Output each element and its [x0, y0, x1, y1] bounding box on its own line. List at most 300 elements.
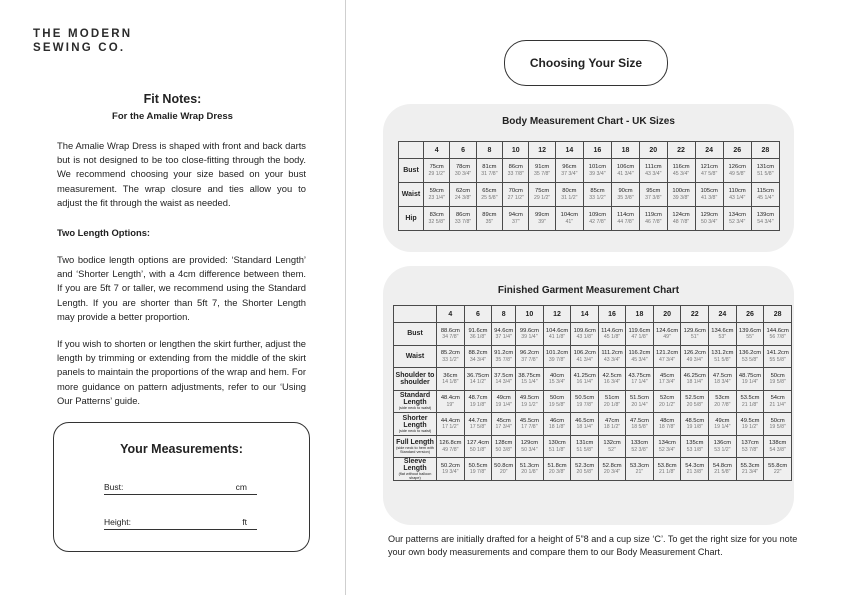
value-cell: [555, 207, 583, 231]
inch-value: 37 7/8": [521, 356, 538, 363]
value-cell: [464, 368, 492, 391]
value-cell: [543, 345, 571, 368]
cm-value: 47.5cm: [629, 417, 649, 424]
size-header-10: 10: [516, 306, 544, 323]
value-cell: [599, 435, 626, 458]
size-header-24: 24: [695, 142, 723, 159]
cm-value: 48.4cm: [440, 395, 460, 401]
inch-value: 54 3/8": [769, 446, 786, 453]
inch-value: 35 7/8": [533, 170, 551, 177]
corner-cell: [394, 306, 437, 323]
brand-line-1: THE MODERN: [33, 28, 133, 40]
inch-value: 53 1/2": [714, 446, 731, 453]
value-cell: [571, 323, 599, 346]
value-cell: [626, 368, 654, 391]
value-cell: [667, 183, 695, 207]
value-cell: [599, 413, 626, 436]
value-cell: [450, 207, 476, 231]
value-cell: [764, 458, 792, 481]
inch-value: 18 3/4": [714, 379, 731, 385]
cm-value: 47.5cm: [712, 372, 732, 379]
finished-garment-title: Finished Garment Measurement Chart: [497, 285, 680, 296]
inch-value: 19 7/8": [576, 401, 593, 408]
inch-value: 47 3/4": [658, 356, 676, 363]
value-cell: [681, 413, 709, 436]
cm-value: 50cm: [549, 395, 565, 401]
value-cell: [529, 207, 555, 231]
value-cell: [723, 183, 751, 207]
value-cell: [736, 390, 764, 413]
value-cell: [437, 345, 465, 368]
height-field-label: Height:: [104, 517, 131, 527]
value-cell: [709, 435, 737, 458]
inch-value: 21 5/8": [714, 469, 731, 476]
inch-value: 50 3/8": [495, 446, 512, 453]
cm-value: 141.2cm: [766, 350, 789, 356]
row-label-text: Shoulder to shoulder: [395, 371, 435, 386]
inch-value: 19 5/8": [769, 379, 786, 385]
inch-value: 19 1/4": [495, 401, 512, 408]
cm-value: 134cm: [728, 212, 746, 219]
value-cell: [653, 435, 681, 458]
value-cell: [571, 390, 599, 413]
row-label-text: Waist: [401, 191, 421, 198]
value-cell: [667, 159, 695, 183]
value-cell: [571, 345, 599, 368]
value-cell: [764, 323, 792, 346]
value-cell: [736, 458, 764, 481]
cm-value: 50cm: [770, 372, 785, 379]
inch-value: 32 5/8": [428, 218, 445, 225]
cm-value: 88.2cm: [468, 350, 488, 356]
finished-garment-table: [393, 305, 792, 481]
inch-value: 20": [499, 469, 508, 476]
cm-value: 38.75cm: [518, 372, 541, 379]
value-cell: [709, 323, 737, 346]
value-cell: [583, 159, 611, 183]
inch-value: 24 3/8": [454, 194, 472, 201]
inch-value: 52 3/8": [631, 446, 648, 453]
inch-value: 34 3/4": [469, 356, 487, 363]
cm-value: 115cm: [756, 188, 774, 195]
cm-value: 86cm: [508, 164, 523, 171]
inch-value: 16 1/4": [576, 379, 593, 385]
bust-measurement-field[interactable]: [104, 480, 257, 495]
value-cell: [492, 413, 516, 436]
value-cell: [424, 159, 450, 183]
cm-value: 52cm: [659, 395, 675, 401]
value-cell: [751, 183, 779, 207]
inch-value: 39 7/8": [548, 356, 566, 363]
cm-value: 124.6cm: [655, 327, 679, 334]
measurement-row: [394, 413, 792, 436]
cm-value: 45cm: [659, 372, 675, 379]
inch-value: 41 1/8": [548, 334, 566, 340]
inch-value: 19 1/8": [686, 424, 703, 430]
cm-value: 135cm: [686, 440, 704, 446]
row-label: [399, 159, 424, 183]
inch-value: 51 5/8": [757, 170, 774, 177]
value-cell: [695, 159, 723, 183]
cm-value: 75cm: [429, 164, 444, 171]
cm-value: 124cm: [672, 212, 690, 219]
value-cell: [464, 345, 492, 368]
value-cell: [709, 458, 737, 481]
cm-value: 45.5cm: [519, 417, 539, 424]
inch-value: 37 1/4": [495, 334, 512, 340]
measurement-row: [394, 345, 792, 368]
cm-value: 99cm: [535, 212, 550, 219]
cm-value: 129.6cm: [683, 327, 706, 334]
cm-value: 78cm: [455, 164, 471, 171]
uk-chart-title: Body Measurement Chart - UK Sizes: [502, 116, 675, 127]
cm-value: 50.2cm: [440, 462, 460, 469]
cm-value: 136.2cm: [738, 350, 762, 356]
row-label-text: Shorter Length: [402, 414, 428, 429]
inch-value: 46 7/8": [645, 218, 662, 225]
cm-value: 44.4cm: [440, 417, 460, 424]
cm-value: 40cm: [549, 372, 565, 379]
inch-value: 31 1/2": [561, 194, 578, 201]
row-label-text: Waist: [405, 352, 425, 360]
bust-field-label: Bust:: [104, 482, 124, 492]
cm-value: 114cm: [617, 212, 635, 219]
value-cell: [611, 183, 639, 207]
size-header-16: 16: [599, 306, 626, 323]
cm-value: 130cm: [548, 440, 566, 446]
size-header-28: 28: [764, 306, 792, 323]
value-cell: [450, 159, 476, 183]
inch-value: 18 7/8": [658, 424, 676, 430]
inch-value: 51 1/8": [548, 446, 566, 453]
inch-value: 18 1/8": [548, 424, 566, 430]
row-label: [399, 183, 424, 207]
inch-value: 39 3/4": [589, 170, 606, 177]
inch-value: 33 7/8": [507, 170, 524, 177]
inch-value: 18 1/2": [603, 424, 621, 430]
cm-value: 111cm: [645, 164, 662, 171]
inch-value: 45 1/8": [603, 334, 621, 340]
inch-value: 21": [635, 469, 644, 476]
value-cell: [709, 413, 737, 436]
measurement-row: [394, 458, 792, 481]
value-cell: [709, 345, 737, 368]
inch-value: 35 3/8": [617, 194, 634, 201]
fit-notes-subtitle: For the Amalie Wrap Dress: [112, 111, 233, 122]
cm-value: 136cm: [713, 440, 732, 446]
cm-value: 126cm: [728, 164, 746, 171]
size-header-row: [399, 142, 780, 159]
value-cell: [736, 368, 764, 391]
value-cell: [437, 390, 465, 413]
cm-value: 129cm: [520, 440, 539, 446]
size-header-26: 26: [736, 306, 764, 323]
row-label: [394, 345, 437, 368]
value-cell: [695, 183, 723, 207]
value-cell: [626, 458, 654, 481]
value-cell: [555, 159, 583, 183]
inch-value: 52 3/4": [729, 218, 746, 225]
value-cell: [543, 458, 571, 481]
value-cell: [667, 207, 695, 231]
row-label-note: (side neck to hem with Standard version): [396, 445, 434, 454]
size-header-14: 14: [571, 306, 599, 323]
value-cell: [640, 207, 667, 231]
inch-value: 20 1/4": [631, 401, 648, 408]
inch-value: 37 3/8": [645, 194, 662, 201]
inch-value: 14 1/8": [442, 379, 459, 385]
value-cell: [626, 345, 654, 368]
inch-value: 20 3/4": [603, 469, 621, 476]
value-cell: [437, 413, 465, 436]
inch-value: 47 5/8": [701, 170, 718, 177]
inch-value: 35 7/8": [495, 356, 512, 363]
cm-value: 119cm: [644, 212, 662, 219]
cm-value: 51.8cm: [547, 462, 567, 469]
cm-value: 106.2cm: [573, 350, 596, 356]
cm-value: 85.2cm: [440, 350, 460, 356]
value-cell: [653, 458, 681, 481]
cm-value: 89cm: [482, 212, 497, 219]
size-header-12: 12: [543, 306, 571, 323]
cm-value: 101cm: [588, 164, 607, 171]
cm-value: 96cm: [562, 164, 577, 171]
value-cell: [424, 207, 450, 231]
your-measurements-title: Your Measurements:: [120, 442, 243, 456]
value-cell: [681, 458, 709, 481]
cm-value: 139cm: [756, 212, 775, 219]
inch-value: 47 1/8": [631, 334, 648, 340]
value-cell: [599, 390, 626, 413]
row-label: [399, 207, 424, 231]
cm-value: 104cm: [560, 212, 579, 219]
inch-value: 54 3/4": [757, 218, 774, 225]
value-cell: [626, 390, 654, 413]
cm-value: 48cm: [659, 417, 675, 424]
value-cell: [736, 435, 764, 458]
inch-value: 20 1/8": [521, 469, 538, 476]
cm-value: 70cm: [508, 188, 523, 195]
cm-value: 52.5cm: [685, 395, 705, 401]
value-cell: [464, 390, 492, 413]
cm-value: 36cm: [443, 372, 458, 379]
cm-value: 134.6cm: [711, 327, 734, 334]
cm-value: 51.3cm: [519, 462, 539, 469]
row-label-text: Hip: [405, 215, 417, 222]
cm-value: 49.5cm: [740, 417, 760, 424]
inch-value: 41 3/8": [701, 194, 718, 201]
cm-value: 91cm: [535, 164, 550, 171]
inch-value: 37": [511, 218, 520, 225]
inch-value: 19 5/8": [769, 424, 786, 430]
value-cell: [681, 368, 709, 391]
value-cell: [464, 413, 492, 436]
value-cell: [516, 345, 544, 368]
inch-value: 42 7/8": [589, 218, 606, 225]
page-divider: [345, 0, 346, 595]
row-label-note: (side neck to waist): [398, 428, 432, 433]
value-cell: [476, 207, 502, 231]
cm-value: 53.3cm: [629, 462, 649, 469]
cm-value: 128cm: [494, 440, 513, 446]
inch-value: 33 7/8": [454, 218, 472, 225]
row-label: [394, 390, 437, 413]
cm-value: 37.5cm: [494, 372, 514, 379]
cm-value: 48.5cm: [685, 417, 705, 424]
cm-value: 50cm: [770, 417, 785, 424]
cm-value: 114.6cm: [601, 327, 623, 334]
inch-value: 56 7/8": [769, 334, 786, 340]
inch-value: 43 3/4": [645, 170, 662, 177]
height-measurement-field[interactable]: [104, 515, 257, 530]
cm-value: 131cm: [575, 440, 594, 446]
value-cell: [736, 323, 764, 346]
size-header-4: 4: [424, 142, 450, 159]
value-cell: [543, 323, 571, 346]
cm-value: 100cm: [672, 188, 690, 195]
inch-value: 27 1/2": [507, 194, 524, 201]
measurement-row: [394, 435, 792, 458]
size-header-10: 10: [503, 142, 529, 159]
cm-value: 116cm: [672, 164, 690, 171]
size-header-22: 22: [681, 306, 709, 323]
value-cell: [681, 345, 709, 368]
inch-value: 19 1/8": [469, 401, 487, 408]
value-cell: [571, 413, 599, 436]
size-header-20: 20: [653, 306, 681, 323]
choosing-your-size-heading: Choosing Your Size: [504, 40, 668, 86]
inch-value: 19 1/2": [741, 424, 759, 430]
cm-value: 88.6cm: [440, 327, 460, 334]
inch-value: 55": [746, 334, 754, 340]
length-options-heading: Two Length Options:: [57, 227, 151, 238]
size-header-26: 26: [723, 142, 751, 159]
value-cell: [709, 368, 737, 391]
inch-value: 53 1/8": [686, 446, 703, 453]
cm-value: 126.8cm: [439, 440, 462, 446]
fit-notes-paragraph-2: Two bodice length options are provided: ‘Standard Length’ and ‘Shorter Length’, with a 4cm difference between them. If you are 5ft 7 or taller, we recommend using the Standard Length. If you are shorter than 5ft 7, the Shorter Length may provide a better proportion.: [57, 254, 306, 322]
cm-value: 144.6cm: [766, 327, 789, 334]
value-cell: [437, 435, 465, 458]
cm-value: 54.3cm: [685, 462, 705, 469]
cm-value: 54cm: [770, 395, 785, 401]
value-cell: [653, 390, 681, 413]
inch-value: 19 1/4": [714, 424, 731, 430]
value-cell: [516, 413, 544, 436]
inch-value: 36 1/8": [469, 334, 487, 340]
cm-value: 99.6cm: [519, 327, 539, 334]
cm-value: 55.3cm: [740, 462, 760, 469]
inch-value: 50 3/4": [701, 218, 718, 225]
value-cell: [681, 390, 709, 413]
cm-value: 132cm: [603, 440, 621, 446]
value-cell: [516, 458, 544, 481]
cm-value: 75cm: [535, 188, 550, 195]
value-cell: [709, 390, 737, 413]
cm-value: 80cm: [562, 188, 577, 195]
inch-value: 41": [565, 218, 574, 225]
cm-value: 36.75cm: [466, 372, 490, 379]
cm-value: 83cm: [429, 212, 444, 219]
inch-value: 49 7/8": [442, 446, 459, 453]
cm-value: 90cm: [618, 188, 633, 195]
cm-value: 131cm: [756, 164, 775, 171]
inch-value: 19": [446, 401, 455, 408]
value-cell: [516, 368, 544, 391]
inch-value: 21 1/4": [769, 401, 786, 408]
size-header-12: 12: [529, 142, 555, 159]
cm-value: 133cm: [630, 440, 649, 446]
cm-value: 94cm: [508, 212, 523, 219]
value-cell: [492, 368, 516, 391]
value-cell: [764, 435, 792, 458]
inch-value: 17 3/4": [658, 379, 676, 385]
cm-value: 81cm: [482, 164, 497, 171]
value-cell: [529, 159, 555, 183]
size-header-6: 6: [450, 142, 476, 159]
value-cell: [626, 413, 654, 436]
your-measurements-box: [53, 422, 310, 552]
inch-value: 29 1/2": [533, 194, 551, 201]
cm-value: 121.2cm: [655, 350, 679, 356]
row-label-text: Sleeve Length: [403, 458, 427, 472]
brand-logo: [33, 27, 132, 55]
inch-value: 20 3/8": [548, 469, 566, 476]
cm-value: 51cm: [604, 395, 620, 401]
inch-value: 33 1/2": [589, 194, 606, 201]
inch-value: 31 7/8": [481, 170, 498, 177]
inch-value: 51 5/8": [714, 356, 731, 363]
height-field-unit: ft: [242, 517, 247, 527]
value-cell: [599, 323, 626, 346]
inch-value: 20 7/8": [714, 401, 731, 408]
cm-value: 51.5cm: [629, 395, 649, 401]
inch-value: 34 7/8": [442, 334, 459, 340]
cm-value: 50.5cm: [575, 395, 595, 401]
inch-value: 45 3/4": [672, 170, 690, 177]
inch-value: 55 5/8": [769, 356, 786, 363]
value-cell: [571, 368, 599, 391]
cm-value: 106cm: [616, 164, 635, 171]
value-cell: [599, 368, 626, 391]
cm-value: 91.6cm: [468, 327, 488, 334]
cm-value: 95cm: [646, 188, 661, 195]
cm-value: 45cm: [496, 417, 511, 424]
cm-value: 137cm: [741, 440, 759, 446]
inch-value: 18 1/4": [576, 424, 593, 430]
cm-value: 49.5cm: [519, 395, 539, 401]
inch-value: 43 1/8": [576, 334, 593, 340]
inch-value: 17 5/8": [469, 424, 487, 430]
inch-value: 21 3/4": [741, 469, 759, 476]
inch-value: 19 1/2": [521, 401, 538, 408]
size-header-18: 18: [626, 306, 654, 323]
value-cell: [503, 159, 529, 183]
size-header-8: 8: [476, 142, 502, 159]
row-label-text: Standard Length: [399, 392, 431, 407]
value-cell: [611, 159, 639, 183]
value-cell: [492, 345, 516, 368]
value-cell: [599, 345, 626, 368]
value-cell: [464, 435, 492, 458]
inch-value: 48 7/8": [672, 218, 690, 225]
value-cell: [450, 183, 476, 207]
measurement-row: [399, 159, 780, 183]
inch-value: 16 3/4": [603, 379, 621, 385]
value-cell: [516, 323, 544, 346]
inch-value: 43 3/4": [603, 356, 621, 363]
cm-value: 109cm: [588, 212, 607, 219]
